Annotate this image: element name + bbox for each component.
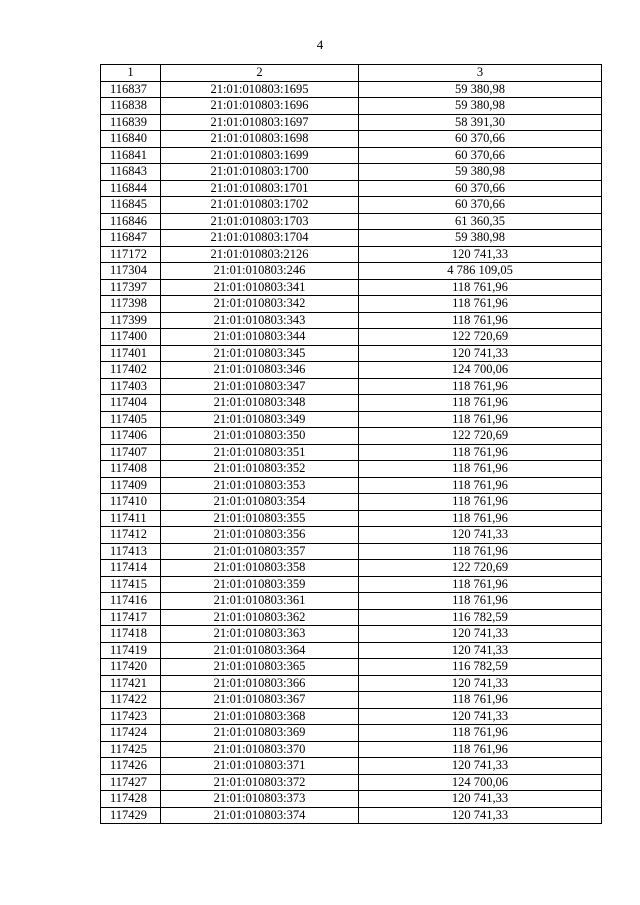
row-number-cell: 117423 xyxy=(101,708,161,725)
cadastral-value-cell: 120 741,33 xyxy=(359,675,602,692)
table-row xyxy=(101,675,602,692)
row-number-cell: 117428 xyxy=(101,791,161,808)
cadastral-value-cell: 118 761,96 xyxy=(359,411,602,428)
table-row xyxy=(101,807,602,824)
cadastral-value-cell: 118 761,96 xyxy=(359,395,602,412)
table-row xyxy=(101,263,602,280)
cadastral-number-cell: 21:01:010803:343 xyxy=(161,312,359,329)
cadastral-number-cell: 21:01:010803:371 xyxy=(161,758,359,775)
table-row xyxy=(101,147,602,164)
row-number-cell: 117408 xyxy=(101,461,161,478)
table-row xyxy=(101,81,602,98)
cadastral-value-cell: 118 761,96 xyxy=(359,312,602,329)
cadastral-value-cell: 118 761,96 xyxy=(359,725,602,742)
cadastral-value-cell: 122 720,69 xyxy=(359,329,602,346)
cadastral-number-cell: 21:01:010803:342 xyxy=(161,296,359,313)
cadastral-number-cell: 21:01:010803:246 xyxy=(161,263,359,280)
cadastral-value-cell: 61 360,35 xyxy=(359,213,602,230)
table-row xyxy=(101,560,602,577)
table-row xyxy=(101,164,602,181)
row-number-cell: 116837 xyxy=(101,81,161,98)
table-row xyxy=(101,131,602,148)
cadastral-value-cell: 118 761,96 xyxy=(359,692,602,709)
row-number-cell: 116844 xyxy=(101,180,161,197)
table-row xyxy=(101,329,602,346)
cadastral-value-cell: 118 761,96 xyxy=(359,477,602,494)
table-row xyxy=(101,230,602,247)
table-row xyxy=(101,362,602,379)
table-row xyxy=(101,576,602,593)
cadastral-value-cell: 120 741,33 xyxy=(359,642,602,659)
row-number-cell: 116839 xyxy=(101,114,161,131)
table-row xyxy=(101,378,602,395)
row-number-cell: 117427 xyxy=(101,774,161,791)
cadastral-number-cell: 21:01:010803:354 xyxy=(161,494,359,511)
row-number-cell: 117400 xyxy=(101,329,161,346)
table-row xyxy=(101,543,602,560)
table-row xyxy=(101,114,602,131)
cadastral-number-cell: 21:01:010803:1696 xyxy=(161,98,359,115)
table-row xyxy=(101,791,602,808)
cadastral-number-cell: 21:01:010803:367 xyxy=(161,692,359,709)
cadastral-number-cell: 21:01:010803:353 xyxy=(161,477,359,494)
row-number-cell: 117172 xyxy=(101,246,161,263)
cadastral-value-cell: 60 370,66 xyxy=(359,147,602,164)
table-row xyxy=(101,692,602,709)
cadastral-number-cell: 21:01:010803:2126 xyxy=(161,246,359,263)
row-number-cell: 116843 xyxy=(101,164,161,181)
cadastral-value-cell: 118 761,96 xyxy=(359,543,602,560)
cadastral-value-cell: 118 761,96 xyxy=(359,378,602,395)
row-number-cell: 117412 xyxy=(101,527,161,544)
table-row xyxy=(101,279,602,296)
table-body xyxy=(101,81,602,824)
cadastral-number-cell: 21:01:010803:358 xyxy=(161,560,359,577)
cadastral-number-cell: 21:01:010803:1695 xyxy=(161,81,359,98)
table-row xyxy=(101,708,602,725)
cadastral-value-cell: 118 761,96 xyxy=(359,296,602,313)
cadastral-number-cell: 21:01:010803:345 xyxy=(161,345,359,362)
cadastral-number-cell: 21:01:010803:372 xyxy=(161,774,359,791)
cadastral-number-cell: 21:01:010803:1704 xyxy=(161,230,359,247)
table-row xyxy=(101,444,602,461)
cadastral-number-cell: 21:01:010803:352 xyxy=(161,461,359,478)
row-number-cell: 117418 xyxy=(101,626,161,643)
cadastral-value-cell: 124 700,06 xyxy=(359,362,602,379)
cadastral-value-cell: 118 761,96 xyxy=(359,576,602,593)
cadastral-value-cell: 120 741,33 xyxy=(359,708,602,725)
cadastral-number-cell: 21:01:010803:1699 xyxy=(161,147,359,164)
row-number-cell: 116841 xyxy=(101,147,161,164)
row-number-cell: 117424 xyxy=(101,725,161,742)
cadastral-value-cell: 124 700,06 xyxy=(359,774,602,791)
column-header-1: 1 xyxy=(101,65,161,82)
row-number-cell: 117407 xyxy=(101,444,161,461)
row-number-cell: 117419 xyxy=(101,642,161,659)
cadastral-number-cell: 21:01:010803:368 xyxy=(161,708,359,725)
cadastral-number-cell: 21:01:010803:359 xyxy=(161,576,359,593)
table-row xyxy=(101,626,602,643)
cadastral-value-cell: 120 741,33 xyxy=(359,527,602,544)
row-number-cell: 117417 xyxy=(101,609,161,626)
page-number: 4 xyxy=(316,37,324,52)
row-number-cell: 116838 xyxy=(101,98,161,115)
cadastral-value-table xyxy=(100,64,602,824)
cadastral-value-cell: 118 761,96 xyxy=(359,741,602,758)
table-row xyxy=(101,510,602,527)
cadastral-number-cell: 21:01:010803:366 xyxy=(161,675,359,692)
row-number-cell: 117401 xyxy=(101,345,161,362)
cadastral-value-cell: 118 761,96 xyxy=(359,510,602,527)
cadastral-number-cell: 21:01:010803:347 xyxy=(161,378,359,395)
column-header-2: 2 xyxy=(161,65,359,82)
table-row xyxy=(101,345,602,362)
row-number-cell: 116847 xyxy=(101,230,161,247)
table-row xyxy=(101,494,602,511)
row-number-cell: 116840 xyxy=(101,131,161,148)
cadastral-value-cell: 120 741,33 xyxy=(359,807,602,824)
cadastral-number-cell: 21:01:010803:356 xyxy=(161,527,359,544)
row-number-cell: 117414 xyxy=(101,560,161,577)
row-number-cell: 117416 xyxy=(101,593,161,610)
cadastral-value-cell: 122 720,69 xyxy=(359,428,602,445)
cadastral-value-cell: 60 370,66 xyxy=(359,131,602,148)
table-row xyxy=(101,659,602,676)
cadastral-value-cell: 120 741,33 xyxy=(359,791,602,808)
table-row xyxy=(101,411,602,428)
row-number-cell: 117426 xyxy=(101,758,161,775)
row-number-cell: 117399 xyxy=(101,312,161,329)
row-number-cell: 117405 xyxy=(101,411,161,428)
cadastral-value-cell: 118 761,96 xyxy=(359,593,602,610)
cadastral-number-cell: 21:01:010803:369 xyxy=(161,725,359,742)
table-row xyxy=(101,642,602,659)
table-row xyxy=(101,428,602,445)
cadastral-value-cell: 120 741,33 xyxy=(359,345,602,362)
table-row xyxy=(101,758,602,775)
row-number-cell: 117398 xyxy=(101,296,161,313)
cadastral-number-cell: 21:01:010803:365 xyxy=(161,659,359,676)
table-row xyxy=(101,461,602,478)
cadastral-value-cell: 120 741,33 xyxy=(359,626,602,643)
cadastral-number-cell: 21:01:010803:1701 xyxy=(161,180,359,197)
cadastral-value-cell: 118 761,96 xyxy=(359,279,602,296)
cadastral-number-cell: 21:01:010803:350 xyxy=(161,428,359,445)
cadastral-number-cell: 21:01:010803:348 xyxy=(161,395,359,412)
row-number-cell: 116845 xyxy=(101,197,161,214)
row-number-cell: 117403 xyxy=(101,378,161,395)
cadastral-number-cell: 21:01:010803:1698 xyxy=(161,131,359,148)
cadastral-number-cell: 21:01:010803:361 xyxy=(161,593,359,610)
cadastral-number-cell: 21:01:010803:1697 xyxy=(161,114,359,131)
table-row xyxy=(101,395,602,412)
table-row xyxy=(101,213,602,230)
table-row xyxy=(101,180,602,197)
table-row xyxy=(101,725,602,742)
cadastral-number-cell: 21:01:010803:1703 xyxy=(161,213,359,230)
row-number-cell: 117410 xyxy=(101,494,161,511)
table-row xyxy=(101,477,602,494)
cadastral-value-cell: 59 380,98 xyxy=(359,164,602,181)
cadastral-number-cell: 21:01:010803:1702 xyxy=(161,197,359,214)
cadastral-number-cell: 21:01:010803:362 xyxy=(161,609,359,626)
table-header-row xyxy=(101,65,602,82)
row-number-cell: 117413 xyxy=(101,543,161,560)
cadastral-number-cell: 21:01:010803:355 xyxy=(161,510,359,527)
row-number-cell: 117422 xyxy=(101,692,161,709)
table-row xyxy=(101,197,602,214)
cadastral-number-cell: 21:01:010803:344 xyxy=(161,329,359,346)
cadastral-value-cell: 59 380,98 xyxy=(359,81,602,98)
cadastral-value-cell: 60 370,66 xyxy=(359,197,602,214)
cadastral-value-cell: 116 782,59 xyxy=(359,609,602,626)
row-number-cell: 117421 xyxy=(101,675,161,692)
table-row xyxy=(101,98,602,115)
cadastral-value-cell: 118 761,96 xyxy=(359,494,602,511)
table-row xyxy=(101,593,602,610)
row-number-cell: 117411 xyxy=(101,510,161,527)
row-number-cell: 117409 xyxy=(101,477,161,494)
row-number-cell: 117406 xyxy=(101,428,161,445)
cadastral-number-cell: 21:01:010803:1700 xyxy=(161,164,359,181)
cadastral-value-cell: 118 761,96 xyxy=(359,461,602,478)
cadastral-number-cell: 21:01:010803:364 xyxy=(161,642,359,659)
cadastral-number-cell: 21:01:010803:341 xyxy=(161,279,359,296)
cadastral-number-cell: 21:01:010803:351 xyxy=(161,444,359,461)
row-number-cell: 117402 xyxy=(101,362,161,379)
table-row xyxy=(101,312,602,329)
cadastral-value-cell: 120 741,33 xyxy=(359,246,602,263)
cadastral-number-cell: 21:01:010803:370 xyxy=(161,741,359,758)
table-row xyxy=(101,741,602,758)
cadastral-value-cell: 122 720,69 xyxy=(359,560,602,577)
column-header-3: 3 xyxy=(359,65,602,82)
cadastral-value-cell: 59 380,98 xyxy=(359,98,602,115)
cadastral-number-cell: 21:01:010803:349 xyxy=(161,411,359,428)
cadastral-value-cell: 116 782,59 xyxy=(359,659,602,676)
cadastral-value-cell: 120 741,33 xyxy=(359,758,602,775)
cadastral-number-cell: 21:01:010803:363 xyxy=(161,626,359,643)
cadastral-number-cell: 21:01:010803:346 xyxy=(161,362,359,379)
cadastral-value-cell: 4 786 109,05 xyxy=(359,263,602,280)
cadastral-number-cell: 21:01:010803:373 xyxy=(161,791,359,808)
cadastral-number-cell: 21:01:010803:357 xyxy=(161,543,359,560)
row-number-cell: 117415 xyxy=(101,576,161,593)
cadastral-value-cell: 118 761,96 xyxy=(359,444,602,461)
table-row xyxy=(101,609,602,626)
cadastral-value-cell: 58 391,30 xyxy=(359,114,602,131)
row-number-cell: 116846 xyxy=(101,213,161,230)
table-row xyxy=(101,296,602,313)
cadastral-number-cell: 21:01:010803:374 xyxy=(161,807,359,824)
cadastral-value-cell: 60 370,66 xyxy=(359,180,602,197)
row-number-cell: 117397 xyxy=(101,279,161,296)
row-number-cell: 117425 xyxy=(101,741,161,758)
row-number-cell: 117429 xyxy=(101,807,161,824)
row-number-cell: 117304 xyxy=(101,263,161,280)
table-row xyxy=(101,774,602,791)
cadastral-value-cell: 59 380,98 xyxy=(359,230,602,247)
row-number-cell: 117420 xyxy=(101,659,161,676)
table-row xyxy=(101,527,602,544)
row-number-cell: 117404 xyxy=(101,395,161,412)
table-row xyxy=(101,246,602,263)
